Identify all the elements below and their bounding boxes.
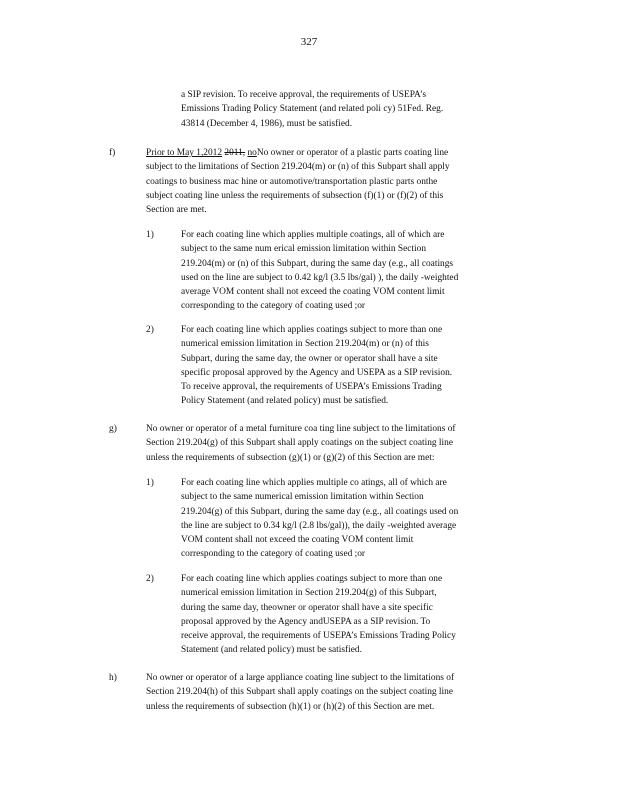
text-line: 219.204(g) of this Subpart, during the same day (e.g., all coatings used on bbox=[181, 506, 459, 517]
text-line: For each coating line which applies multiple coatings, all of which are bbox=[181, 230, 445, 240]
section-f-item-1 bbox=[181, 228, 458, 314]
text-line: corresponding to the category of coating used ;or bbox=[181, 301, 366, 312]
text-line: Statement (and related policy) must be satisfied. bbox=[181, 645, 362, 656]
inserted-text: Prior to May 1,2012 bbox=[146, 148, 223, 158]
text-line: subject to the same num erical emission limitation within Section bbox=[181, 244, 427, 255]
section-f-item-2 bbox=[181, 323, 452, 409]
inserted-text: no bbox=[247, 148, 257, 158]
section-f-paragraph bbox=[146, 146, 450, 217]
text-line: For each coating line which applies coatings subject to more than one bbox=[181, 325, 443, 335]
text-line: specific proposal approved by the Agency and USEPA as a SIP revision. bbox=[181, 367, 453, 378]
text-line: unless the requirements of subsection (h)(1) or (h)(2) of this Section are met. bbox=[146, 701, 435, 712]
text-line: Emissions Trading Policy Statement (and related poli cy) 51Fed. Reg. bbox=[181, 104, 444, 115]
text-line: subject coating line unless the requirements of subsection (f)(1) or (f)(2) of this bbox=[146, 190, 444, 201]
section-f-label: f) bbox=[109, 148, 116, 158]
text-line: the line are subject to 0.34 kg/l (2.8 lbs/gal)), the daily -weighted average bbox=[181, 520, 457, 531]
text-line: Section are met. bbox=[146, 205, 207, 216]
intro-paragraph bbox=[181, 88, 443, 131]
text-line: 43814 (December 4, 1986), must be satisfied. bbox=[181, 118, 353, 129]
section-g-label: g) bbox=[109, 424, 117, 434]
text-line: receive approval, the requirements of USEPA’s Emissions Trading Policy bbox=[181, 631, 456, 642]
text-line: numerical emission limitation in Section 219.204(m) or (n) of this bbox=[181, 339, 429, 350]
section-g-item-1-label: 1) bbox=[146, 478, 154, 488]
text-line: VOM content shall not exceed the coating VOM content limit bbox=[181, 535, 414, 546]
section-g-item-2 bbox=[181, 572, 456, 658]
text-span: No owner or operator of a plastic parts coating line bbox=[256, 148, 449, 158]
page-number: 327 bbox=[300, 36, 318, 48]
text-line: used on the line are subject to 0.42 kg/l (3.5 lbs/gal) ), the daily -weighted bbox=[181, 272, 459, 283]
text-line bbox=[146, 146, 450, 160]
text-line: during the same day, theowner or operator shall have a site specific bbox=[181, 602, 433, 613]
section-f-item-2-label: 2) bbox=[146, 325, 154, 335]
text-line: coatings to business mac hine or automotive/transportation plastic parts onthe bbox=[146, 176, 438, 187]
section-g-item-2-label: 2) bbox=[146, 574, 154, 584]
text-line: 219.204(m) or (n) of this Subpart, during the same day (e.g., all coatings bbox=[181, 258, 454, 269]
text-line: Subpart, during the same day, the owner or operator shall have a site bbox=[181, 353, 438, 364]
section-g-item-1 bbox=[181, 476, 458, 562]
text-line: corresponding to the category of coating used ;or bbox=[181, 549, 366, 560]
section-h-label: h) bbox=[109, 673, 117, 683]
section-h-paragraph bbox=[146, 671, 454, 714]
section-f-item-1-label: 1) bbox=[146, 230, 154, 240]
text-line: For each coating line which applies multiple co atings, all of which are bbox=[181, 478, 447, 488]
text-line: Section 219.204(h) of this Subpart shall apply coatings on the subject coating line bbox=[146, 687, 453, 698]
text-line: average VOM content shall not exceed the coating VOM content limit bbox=[181, 287, 445, 298]
text-line: unless the requirements of subsection (g)(1) or (g)(2) of this Section are met: bbox=[146, 452, 435, 463]
text-line: proposal approved by the Agency andUSEPA as a SIP revision. To bbox=[181, 616, 431, 627]
text-line: No owner or operator of a metal furniture coa ting line subject to the limitations of bbox=[146, 424, 456, 434]
text-line: No owner or operator of a large appliance coating line subject to the limitations of bbox=[146, 673, 455, 683]
text-line: Policy Statement (and related policy) must be satisfied. bbox=[181, 396, 389, 407]
text-line: numerical emission limitation in Section 219.204(g) of this Subpart, bbox=[181, 588, 437, 599]
text-line: For each coating line which applies coatings subject to more than one bbox=[181, 574, 443, 584]
text-line: To receive approval, the requirements of USEPA’s Emissions Trading bbox=[181, 382, 442, 393]
section-g-paragraph bbox=[146, 422, 456, 465]
text-line: Section 219.204(g) of this Subpart shall apply coatings on the subject coating line bbox=[146, 438, 453, 449]
text-line: subject to the same numerical emission limitation within Section bbox=[181, 492, 424, 503]
struck-text: 2011, bbox=[224, 148, 246, 158]
text-line: subject to the limitations of Section 219.204(m) or (n) of this Subpart shall apply bbox=[146, 162, 450, 173]
text-line: a SIP revision. To receive approval, the requirements of USEPA’s bbox=[181, 90, 427, 100]
